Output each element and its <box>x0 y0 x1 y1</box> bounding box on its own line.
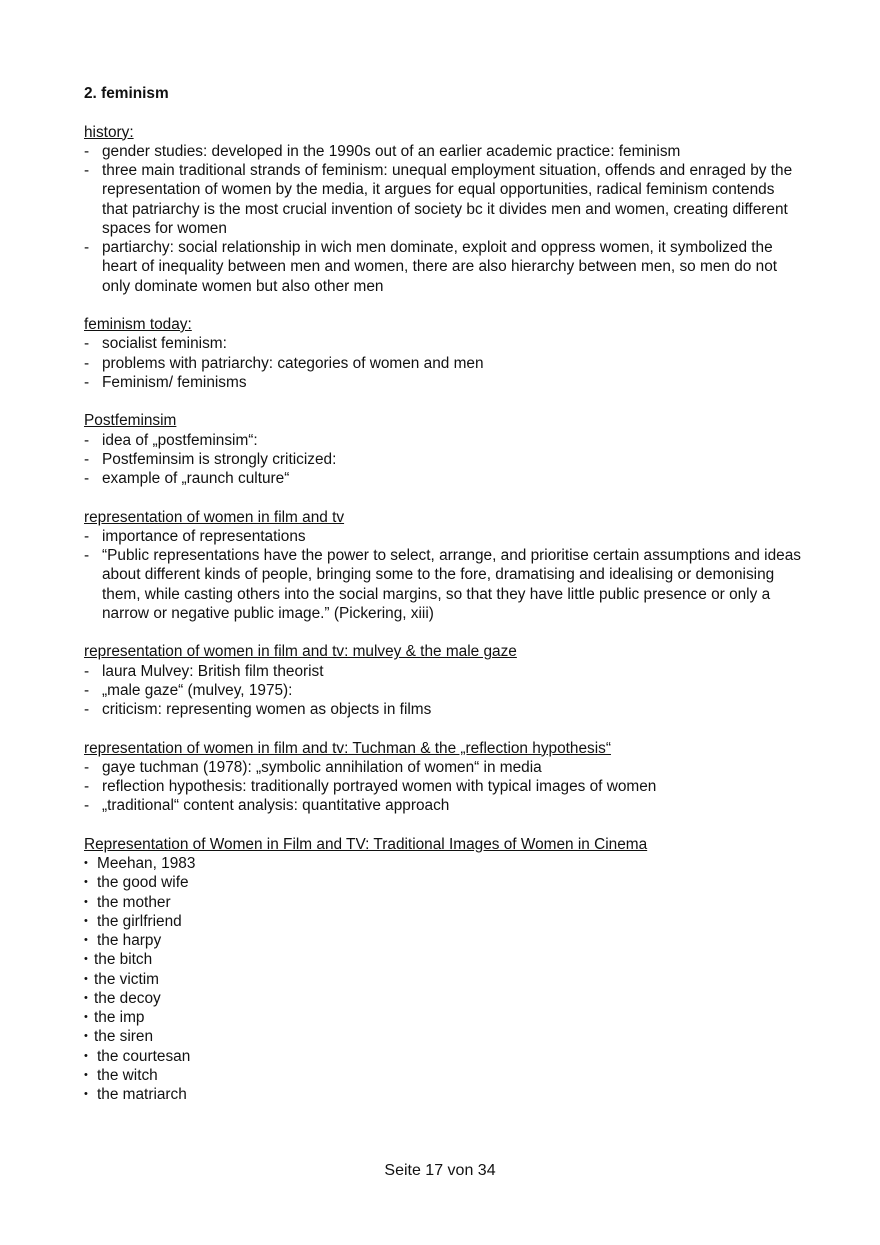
list-item-text: importance of representations <box>102 527 306 545</box>
dash-icon: - <box>84 373 90 391</box>
page-number: Seite 17 von 34 <box>384 1162 496 1179</box>
bullet-icon: • <box>84 895 88 908</box>
bullet-icon: • <box>84 1068 88 1081</box>
dash-icon: - <box>84 431 90 449</box>
list-item-text: the decoy <box>94 989 161 1007</box>
list-item <box>84 1047 804 1066</box>
dash-icon: - <box>84 142 90 160</box>
list-item <box>84 662 804 681</box>
bullet-icon: • <box>84 953 88 966</box>
dash-icon: - <box>84 547 90 564</box>
list-item <box>84 950 804 969</box>
list-item <box>84 893 804 912</box>
spacer <box>84 488 804 507</box>
list-item-text: problems with patriarchy: categories of women and men <box>102 354 484 372</box>
document-page <box>84 84 804 1104</box>
list-item <box>84 700 804 719</box>
bullet-icon: • <box>84 876 88 889</box>
list-item-text: Postfeminsim is strongly criticized: <box>102 450 337 468</box>
dash-icon: - <box>84 162 90 179</box>
list-item <box>84 989 804 1008</box>
bullet-icon: • <box>84 972 88 985</box>
section-heading: representation of women in film and tv <box>84 508 345 526</box>
list-item-text: the matriarch <box>97 1086 187 1103</box>
list-item-text: the siren <box>94 1028 154 1046</box>
list-item <box>84 469 804 488</box>
list-item-text: gender studies: developed in the 1990s out of an earlier academic practice: feminism <box>102 142 681 160</box>
section-heading: representation of women in film and tv: Tuchman & the „reflection hypothesis“ <box>84 739 611 757</box>
dash-icon: - <box>84 662 90 680</box>
list-item <box>84 431 804 450</box>
spacer <box>84 623 804 642</box>
dash-icon: - <box>84 354 90 372</box>
list-item <box>84 334 804 353</box>
bullet-icon: • <box>84 991 88 1004</box>
list-item-text: „male gaze“ (mulvey, 1975): <box>102 681 293 699</box>
list-item-text: the bitch <box>94 951 153 969</box>
list-item-text: criticism: representing women as objects in films <box>102 701 432 718</box>
list-item <box>84 1027 804 1046</box>
list-item-text: the courtesan <box>97 1047 191 1065</box>
list-item-text: reflection hypothesis: traditionally portrayed women with typical images of women <box>102 778 657 795</box>
list-item-text: the mother <box>97 893 171 911</box>
list-item-text: three main traditional strands of feminism: unequal employment situation, offends and enraged by the representation of women by the media, it argues for equal opportunities, radical feminism contends that patriarchy is the most crucial invention of society bc it divides men and women, creating different spaces for women <box>102 162 793 237</box>
dash-icon: - <box>84 701 90 718</box>
list-item-text: partiarchy: social relationship in wich men dominate, exploit and oppress women, it symbolized the heart of inequality between men and women, there are also hierarchy between men, so men do not only dominate women but also other men <box>102 239 778 295</box>
dash-icon: - <box>84 758 90 776</box>
list-item-text: example of „raunch culture“ <box>102 470 290 487</box>
list-item <box>84 373 804 392</box>
list-item-text: the harpy <box>97 932 162 949</box>
dash-icon: - <box>84 470 90 487</box>
list-item <box>84 1085 804 1104</box>
list-item-text: Feminism/ feminisms <box>102 373 247 391</box>
dash-icon: - <box>84 681 90 699</box>
list-item <box>84 354 804 373</box>
list-item <box>84 527 804 546</box>
bullet-icon: • <box>84 1049 88 1062</box>
list-item <box>84 161 804 238</box>
list-item <box>84 142 804 161</box>
dash-icon: - <box>84 778 90 795</box>
list-item-text: “Public representations have the power to select, arrange, and prioritise certain assumptions and ideas about different kinds of people, bringing some to the fore, dramatising and idealising or demonising them, while casting others into the social margins, so that they have little public presence or only a narrow or negative public image.” (Pickering, xiii) <box>102 547 801 622</box>
list-item <box>84 931 804 950</box>
list-item-text: the victim <box>94 970 159 988</box>
section-heading: representation of women in film and tv: mulvey & the male gaze <box>84 643 517 661</box>
list-item <box>84 450 804 469</box>
list-item <box>84 912 804 931</box>
list-item <box>84 777 804 796</box>
list-item <box>84 546 804 623</box>
bullet-icon: • <box>84 857 88 869</box>
spacer <box>84 392 804 411</box>
list-item <box>84 681 804 700</box>
list-item <box>84 970 804 989</box>
section-heading: feminism today: <box>84 316 192 333</box>
list-item <box>84 758 804 777</box>
spacer <box>84 719 804 738</box>
dash-icon: - <box>84 239 90 256</box>
list-item <box>84 854 804 873</box>
spacer <box>84 296 804 315</box>
dash-icon: - <box>84 797 90 815</box>
list-item-text: the girlfriend <box>97 912 182 930</box>
list-item <box>84 873 804 892</box>
dash-icon: - <box>84 335 90 353</box>
section-heading: history: <box>84 123 134 141</box>
list-item-text: socialist feminism: <box>102 335 227 353</box>
list-item-text: Meehan, 1983 <box>97 855 196 872</box>
section-title: 2. feminism <box>84 85 169 102</box>
dash-icon: - <box>84 450 90 468</box>
list-item <box>84 1008 804 1027</box>
bullet-icon: • <box>84 1011 88 1023</box>
list-item-text: „traditional“ content analysis: quantitative approach <box>102 797 450 815</box>
list-item <box>84 238 804 296</box>
dash-icon: - <box>84 527 90 545</box>
list-item-text: gaye tuchman (1978): „symbolic annihilation of women“ in media <box>102 758 542 776</box>
list-item-text: the imp <box>94 1009 145 1026</box>
section-heading: Representation of Women in Film and TV: Traditional Images of Women in Cinema <box>84 835 648 853</box>
bullet-icon: • <box>84 1088 88 1100</box>
bullet-icon: • <box>84 934 88 946</box>
spacer <box>84 816 804 835</box>
list-item <box>84 1066 804 1085</box>
list-item-text: the good wife <box>97 874 189 892</box>
list-item-text: the witch <box>97 1066 158 1084</box>
spacer <box>84 103 804 122</box>
list-item-text: laura Mulvey: British film theorist <box>102 662 324 680</box>
section-heading: Postfeminsim <box>84 412 177 430</box>
list-item-text: idea of „postfeminsim“: <box>102 431 258 449</box>
list-item <box>84 796 804 815</box>
bullet-icon: • <box>84 914 88 927</box>
bullet-icon: • <box>84 1030 88 1043</box>
